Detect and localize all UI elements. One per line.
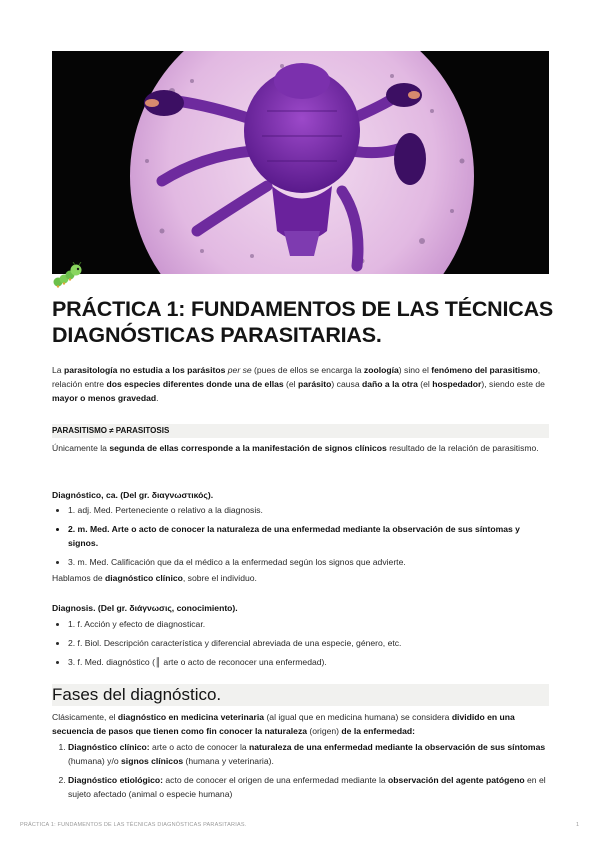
definition-diagnostico-list (52, 503, 552, 574)
cover-image (52, 51, 549, 274)
list-item: • 1. adj. Med. Perteneciente o relativo a la diagnosis. (68, 503, 552, 517)
list-item: • 3. m. Med. Calificación que da el médico a la enfermedad según los signos que advierte. (68, 555, 552, 569)
callout-text: PARASITISMO ≠ PARASITOSIS (52, 426, 170, 435)
intro-paragraph: La parasitología no estudia a los parásitos per se (pues de ellos se encarga la zoología) sino el fenómeno del parasitismo, relación entre dos especies diferentes donde una de ellas (el parásito) causa daño a la otra (el hospedador), siendo este de mayor o menos gravedad. (52, 365, 545, 403)
page-title: PRÁCTICA 1: FUNDAMENTOS DE LAS TÉCNICAS DIAGNÓSTICAS PARASITARIAS. (52, 297, 554, 347)
list-item: • 3. f. Med. diagnóstico (║ arte o acto de reconocer una enfermedad). (68, 655, 552, 669)
section-heading: Fases del diagnóstico. (52, 685, 222, 704)
definition-diagnosis-list (52, 617, 552, 674)
list-item: • 2. f. Biol. Descripción característica y diferencial abreviada de una especie, género, etc. (68, 636, 552, 650)
list-item: 2. Diagnóstico etiológico: acto de conocer el origen de una enfermedad mediante la observación del agente patógeno en el sujeto afectado (animal o especie humana) (68, 773, 552, 801)
footer-title: PRÁCTICA 1: FUNDAMENTOS DE LAS TÉCNICAS DIAGNÓSTICAS PARASITARIAS. (20, 822, 247, 828)
footer-page-number: 1 (576, 822, 580, 828)
clinical-note: Hablamos de diagnóstico clínico, sobre el individuo. (52, 573, 257, 583)
list-item: 1. Diagnóstico clínico: arte o acto de conocer la naturaleza de una enfermedad mediante la observación de sus síntomas (humana) y/o signos clínicos (humana y veterinaria). (68, 740, 552, 768)
microscope-louse-photo (52, 51, 549, 274)
definition-diagnosis-heading: Diagnosis. (Del gr. διάγνωσις, conocimiento). (52, 603, 238, 613)
parasitosis-note: Únicamente la segunda de ellas corresponde a la manifestación de signos clínicos resultado de la relación de parasitismo. (52, 443, 539, 453)
definition-diagnostico-heading: Diagnóstico, ca. (Del gr. διαγνωστικός). (52, 490, 214, 500)
list-item: • 1. f. Acción y efecto de diagnosticar. (68, 617, 552, 631)
phases-list (52, 740, 552, 806)
phases-intro: Clásicamente, el diagnóstico en medicina veterinaria (al igual que en medicina humana) se considera dividido en una secuencia de pasos que tienen como fin conocer la naturaleza (origen) de la enfermedad: (52, 712, 515, 736)
list-item: • 2. m. Med. Arte o acto de conocer la naturaleza de una enfermedad mediante la observación de sus síntomas y signos. (68, 522, 552, 550)
caterpillar-emoji-icon (52, 262, 84, 290)
